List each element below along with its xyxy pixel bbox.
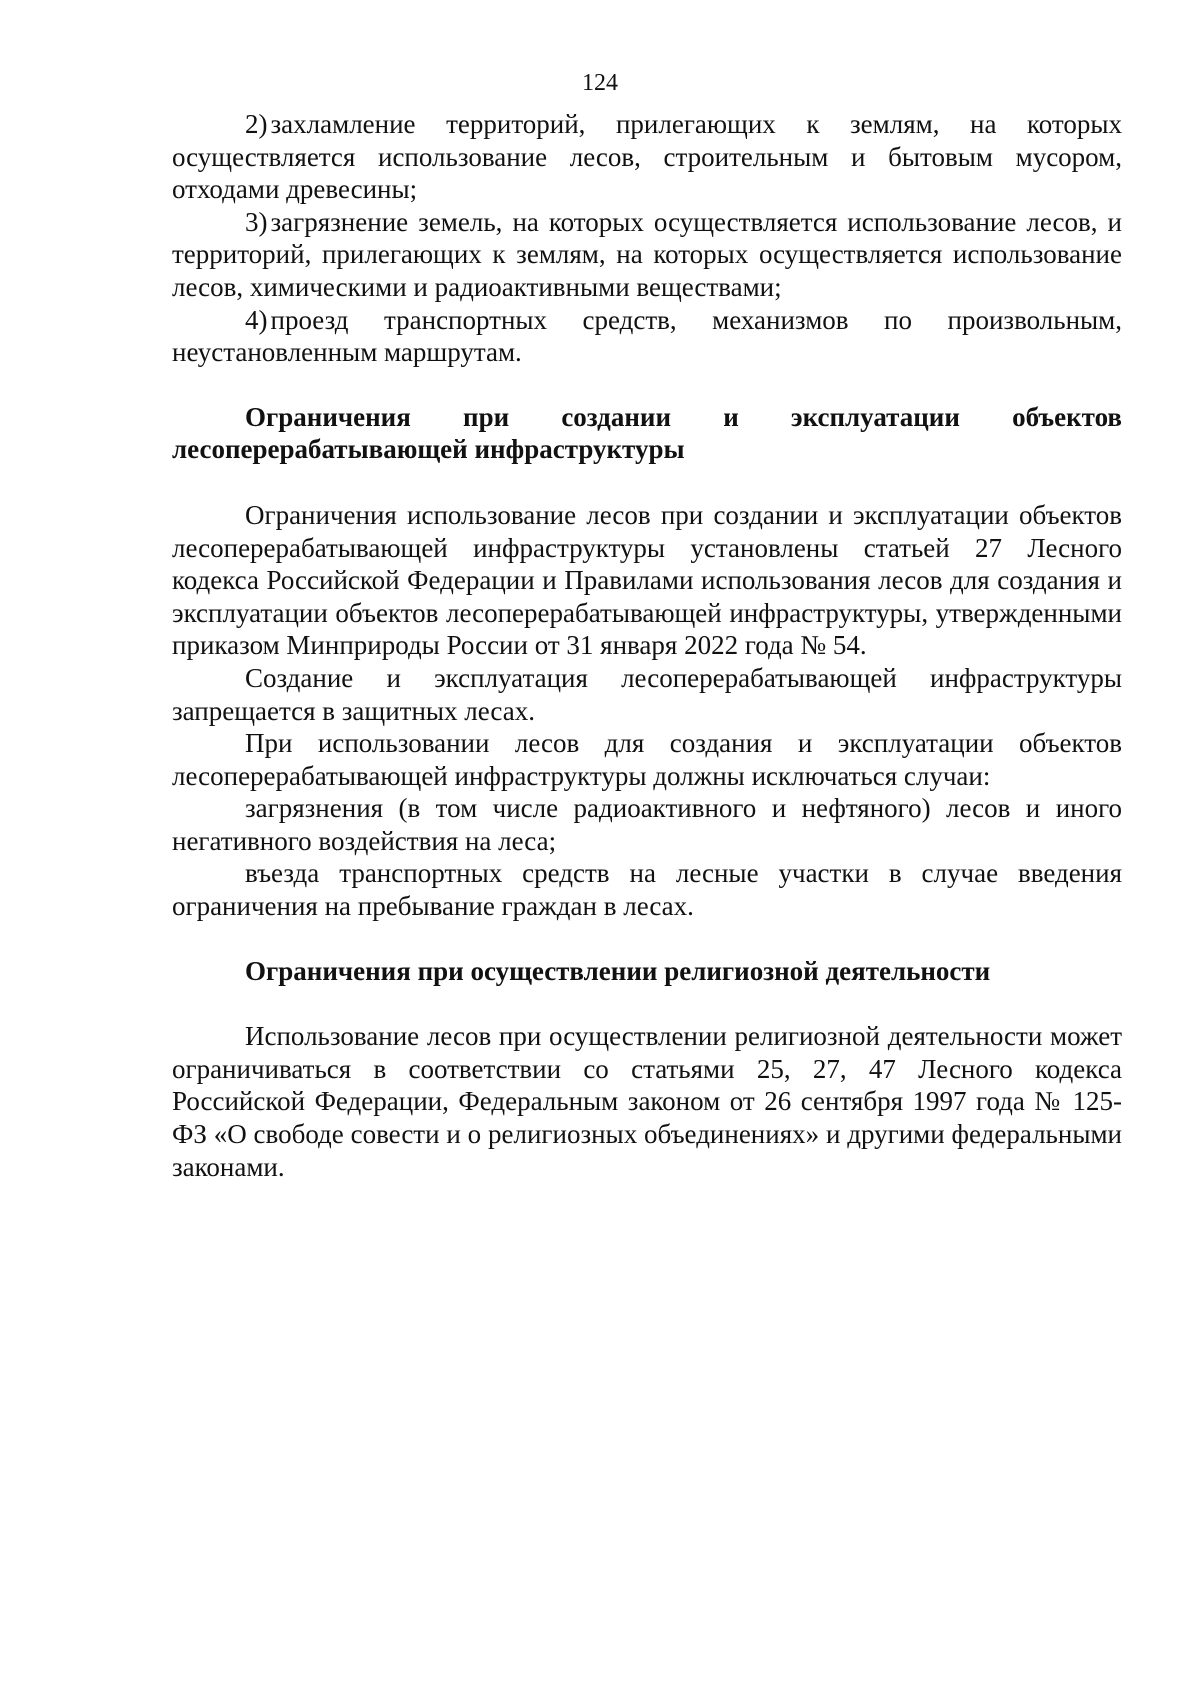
- paragraph: При использовании лесов для создания и эксплуатации объектов лесоперерабатывающей инфраструктуры должны исключаться случаи:: [172, 728, 1122, 791]
- spacer: [172, 466, 1122, 499]
- list-item: [172, 304, 1122, 369]
- list-item: [172, 108, 1122, 206]
- paragraph: въезда транспортных средств на лесные участки в случае введения ограничения на пребывание граждан в лесах.: [172, 858, 1122, 922]
- document-body: [172, 108, 1122, 1183]
- list-item-text: захламление территорий, прилегающих к землям, на которых осуществляется использование лесов, строительным и бытовым мусором, отходами древесины;: [172, 109, 1122, 205]
- section-heading-religious: Ограничения при осуществлении религиозной деятельности: [245, 955, 991, 986]
- list-item-text: проезд транспортных средств, механизмов по произвольным, неустановленным маршрутам.: [172, 304, 1122, 368]
- list-item-number: 3): [245, 206, 268, 237]
- page-number: 124: [582, 70, 618, 96]
- paragraph: Ограничения использование лесов при создании и эксплуатации объектов лесоперерабатывающей инфраструктуры установлены статьей 27 Лесного кодекса Российской Федерации и Правилами использования лесов для создания и эксплуатации объектов лесоперерабатывающей инфраструктуры, утвержденными приказом Минприроды России от 31 января 2022 года № 54.: [172, 499, 1122, 661]
- list-item-number: 4): [245, 304, 268, 335]
- spacer: [172, 923, 1122, 955]
- paragraph: Использование лесов при осуществлении религиозной деятельности может ограничиваться в соответствии со статьями 25, 27, 47 Лесного кодекса Российской Федерации, Федеральным законом от 26 сентября 1997 года № 125-ФЗ «О свободе совести и о религиозных объединениях» и другими федеральными законами.: [172, 1021, 1122, 1182]
- list-item-number: 2): [245, 109, 268, 139]
- paragraph: загрязнения (в том числе радиоактивного и нефтяного) лесов и иного негативного воздействия на леса;: [172, 793, 1122, 856]
- section-heading-infrastructure: Ограничения при создании и эксплуатации объектов лесоперерабатывающей инфраструктуры: [172, 401, 1122, 465]
- paragraph: Создание и эксплуатация лесоперерабатывающей инфраструктуры запрещается в защитных лесах.: [172, 662, 1122, 726]
- spacer: [172, 987, 1122, 1020]
- spacer: [172, 369, 1122, 401]
- list-item-text: загрязнение земель, на которых осуществляется использование лесов, и территорий, прилегающих к землям, на которых осуществляется использование лесов, химическими и радиоактивными веществами;: [172, 206, 1122, 302]
- list-item: [172, 206, 1122, 304]
